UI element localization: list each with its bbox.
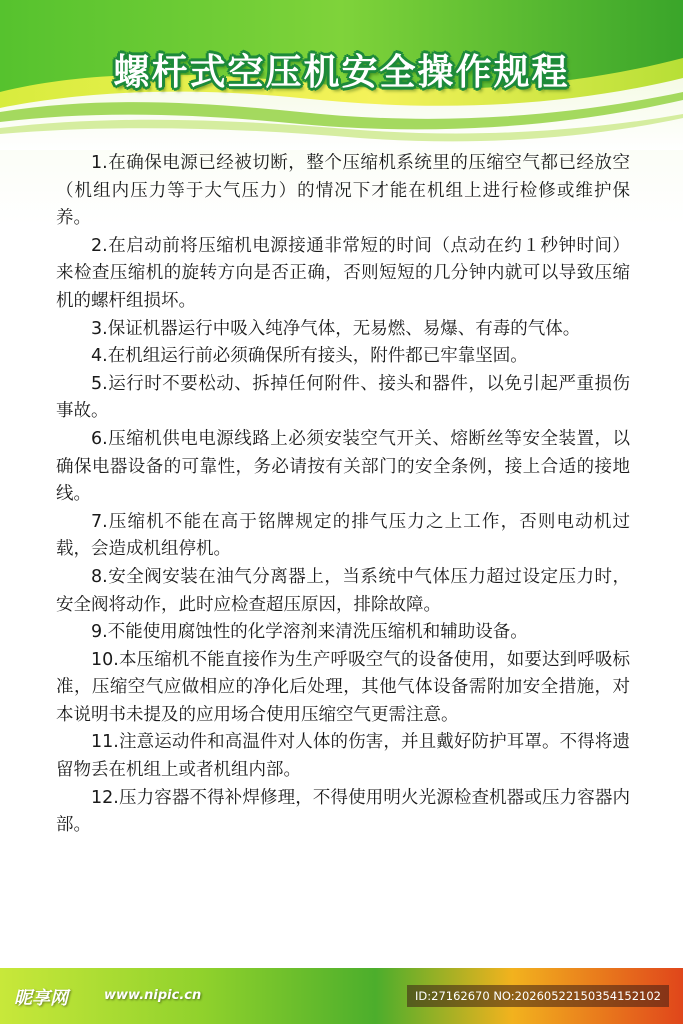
watermark-site: www.nipic.cn — [104, 988, 202, 1003]
rule-item: 7.压缩机不能在高于铭牌规定的排气压力之上工作，否则电动机过载，会造成机组停机。 — [56, 511, 630, 560]
watermark-logo: 昵享网 — [14, 988, 68, 1009]
rule-item: 6.压缩机供电电源线路上必须安装空气开关、熔断丝等安全装置，以确保电器设备的可靠性，务必请按有关部门的安全条例，接上合适的接地线。 — [56, 428, 630, 505]
rule-item: 10.本压缩机不能直接作为生产呼吸空气的设备使用，如要达到呼吸标准，压缩空气应做相应的净化后处理，其他气体设备需附加安全措施，对本说明书未提及的应用场合使用压缩空气更需注意。 — [56, 649, 630, 725]
rule-item: 1.在确保电源已经被切断，整个压缩机系统里的压缩空气都已经放空（机组内压力等于大气压力）的情况下才能在机组上进行检修或维护保养。 — [56, 153, 630, 229]
rule-item: 2.在启动前将压缩机电源接通非常短的时间（点动在约１秒钟时间）来检查压缩机的旋转方向是否正确，否则短短的几分钟内就可以导致压缩机的螺杆组损坏。 — [56, 235, 630, 311]
rule-item: 4.在机组运行前必须确保所有接头，附件都已牢靠坚固。 — [91, 346, 528, 367]
rule-item: 3.保证机器运行中吸入纯净气体，无易燃、易爆、有毒的气体。 — [91, 318, 581, 339]
rule-item: 9.不能使用腐蚀性的化学溶剂来清洗压缩机和辅助设备。 — [91, 622, 528, 643]
rule-item: 5.运行时不要松动、拆掉任何附件、接头和器件，以免引起严重损伤事故。 — [56, 373, 630, 422]
watermark-id: ID:27162670 NO:20260522150354152102 — [407, 985, 669, 1007]
rule-item: 11.注意运动件和高温件对人体的伤害，并且戴好防护耳罩。不得将遗留物丢在机组上或者机组内部。 — [56, 732, 630, 781]
rules-list — [56, 150, 630, 840]
rule-item: 12.压力容器不得补焊修理，不得使用明火光源检查机器或压力容器内部。 — [56, 787, 630, 836]
rule-item: 8.安全阀安装在油气分离器上，当系统中气体压力超过设定压力时，安全阀将动作，此时应检查超压原因，排除故障。 — [56, 566, 630, 615]
page-title: 螺杆式空压机安全操作规程 — [113, 52, 570, 93]
